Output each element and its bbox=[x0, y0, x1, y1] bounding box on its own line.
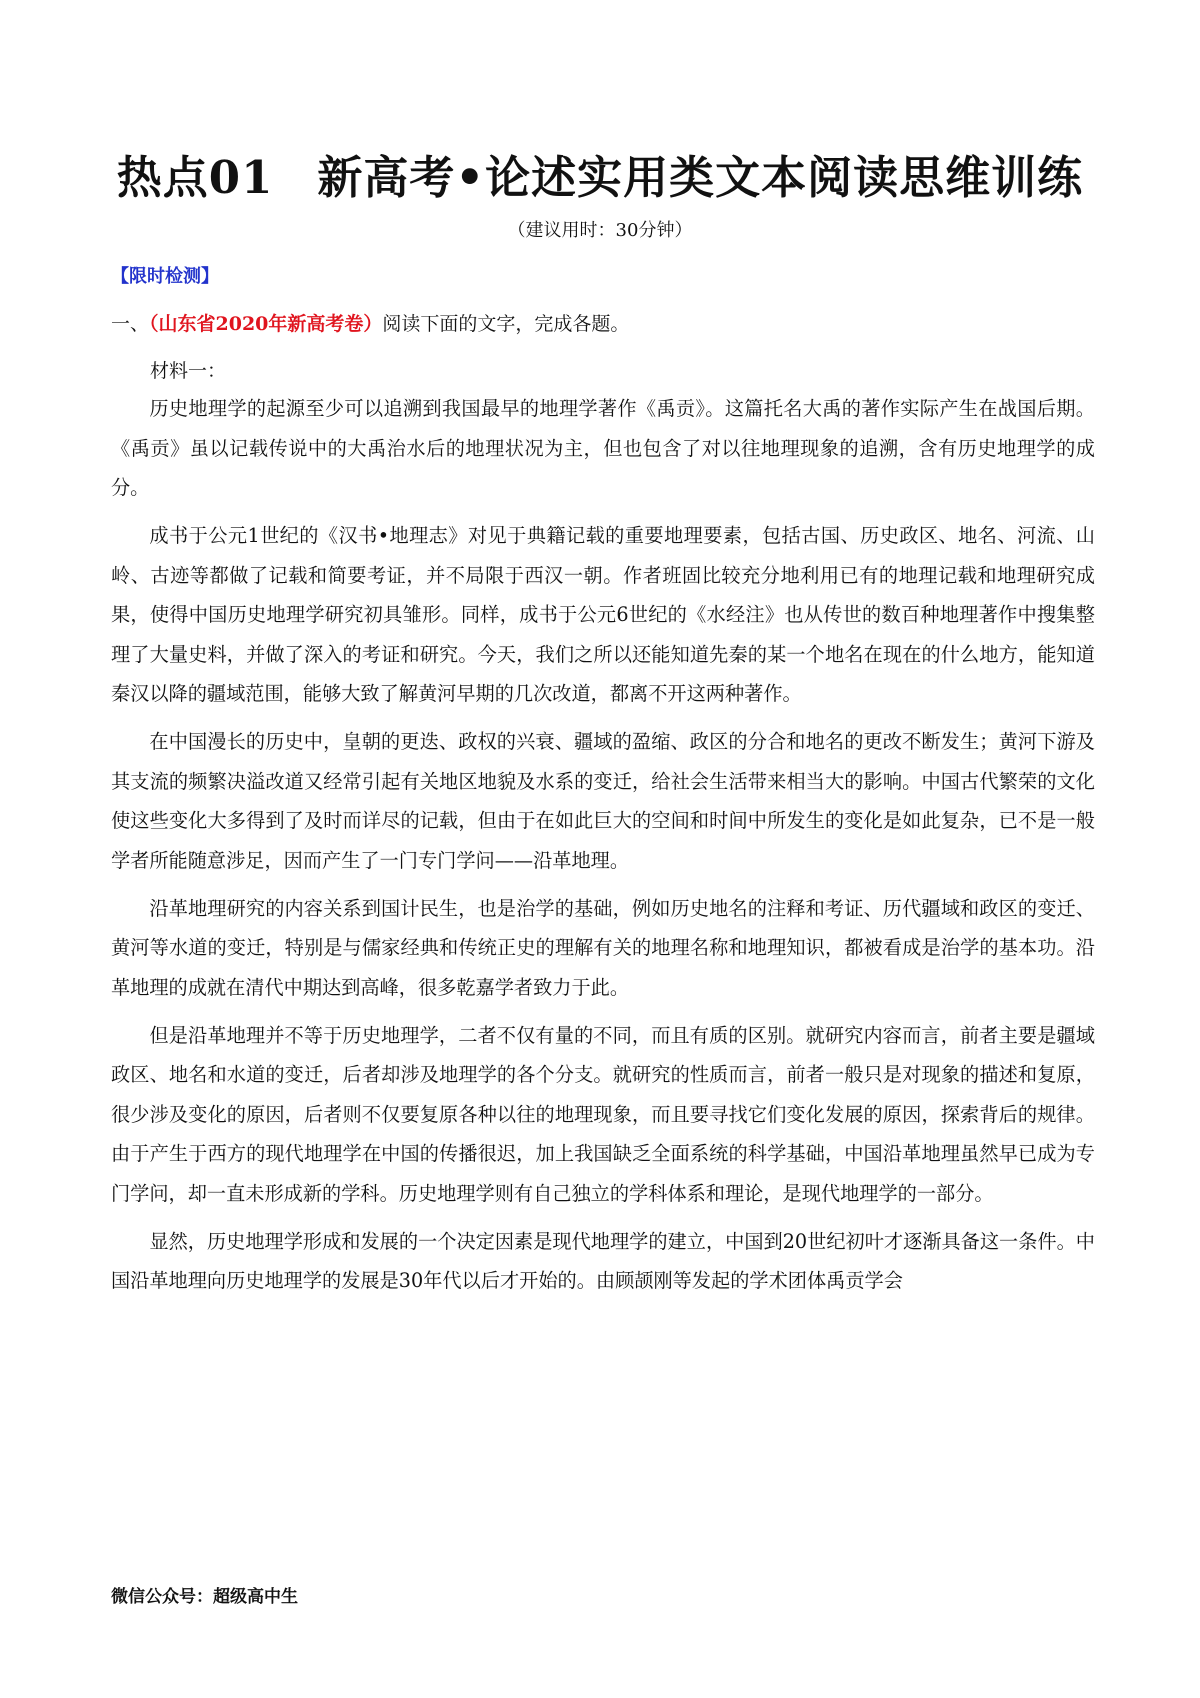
question-source: （山东省2020年新高考卷） bbox=[149, 313, 383, 335]
paragraph: 成书于公元1世纪的《汉书•地理志》对见于典籍记载的重要地理要素，包括古国、历史政区、地名、河流、山岭、古迹等都做了记载和简要考证，并不局限于西汉一朝。作者班固比较充分地利用已有的地理记载和地理研究成果，使得中国历史地理学研究初具雏形。同样，成书于公元6世纪的《水经注》也从传世的数百种地理著作中搜集整理了大量史料，并做了深入的考证和研究。今天，我们之所以还能知道先秦的某一个地名在现在的什么地方，能知道秦汉以降的疆域范围，能够大致了解黄河早期的几次改道，都离不开这两种著作。 bbox=[111, 524, 1095, 705]
paragraph: 历史地理学的起源至少可以追溯到我国最早的地理学著作《禹贡》。这篇托名大禹的著作实际产生在战国后期。《禹贡》虽以记载传说中的大禹治水后的地理状况为主，但也包含了对以往地理现象的追溯，含有历史地理学的成分。 bbox=[111, 397, 1095, 499]
section-label: 【限时检测】 bbox=[111, 266, 219, 287]
material-label: 材料一： bbox=[150, 360, 227, 382]
title-topic-number: 热点01 bbox=[116, 151, 274, 204]
title-topic-name: 新高考•论述实用类文本阅读思维训练 bbox=[317, 151, 1084, 204]
suggested-time: （建议用时：30分钟） bbox=[507, 220, 693, 241]
paragraph: 在中国漫长的历史中，皇朝的更迭、政权的兴衰、疆域的盈缩、政区的分合和地名的更改不断发生；黄河下游及其支流的频繁决溢改道又经常引起有关地区地貌及水系的变迁，给社会生活带来相当大的影响。中国古代繁荣的文化使这些变化大多得到了及时而详尽的记载，但由于在如此巨大的空间和时间中所发生的变化是如此复杂，已不是一般学者所能随意涉足，因而产生了一门专门学问——沿革地理。 bbox=[111, 730, 1095, 872]
question-instruction: 阅读下面的文字，完成各题。 bbox=[382, 313, 630, 335]
question-number: 一、 bbox=[111, 313, 150, 335]
footer-wechat-account: 微信公众号：超级高中生 bbox=[111, 1587, 298, 1607]
material-body bbox=[111, 389, 1095, 1309]
paragraph: 但是沿革地理并不等于历史地理学，二者不仅有量的不同，而且有质的区别。就研究内容而言，前者主要是疆域政区、地名和水道的变迁，后者却涉及地理学的各个分支。就研究的性质而言，前者一般只是对现象的描述和复原，很少涉及变化的原因，后者则不仅要复原各种以往的地理现象，而且要寻找它们变化发展的原因，探索背后的规律。由于产生于西方的现代地理学在中国的传播很迟，加上我国缺乏全面系统的科学基础，中国沿革地理虽然早已成为专门学问，却一直未形成新的学科。历史地理学则有自己独立的学科体系和理论，是现代地理学的一部分。 bbox=[111, 1023, 1095, 1205]
page-title bbox=[0, 148, 1200, 208]
paragraph: 沿革地理研究的内容关系到国计民生，也是治学的基础，例如历史地名的注释和考证、历代疆域和政区的变迁、黄河等水道的变迁，特别是与儒家经典和传统正史的理解有关的地理名称和地理知识，都被看成是治学的基本功。沿革地理的成就在清代中期达到高峰，很多乾嘉学者致力于此。 bbox=[111, 896, 1095, 999]
paragraph: 显然，历史地理学形成和发展的一个决定因素是现代地理学的建立，中国到20世纪初叶才逐渐具备这一条件。中国沿革地理向历史地理学的发展是30年代以后才开始的。由顾颉刚等发起的学术团体禹贡学会 bbox=[111, 1229, 1095, 1292]
question-heading bbox=[111, 310, 629, 338]
